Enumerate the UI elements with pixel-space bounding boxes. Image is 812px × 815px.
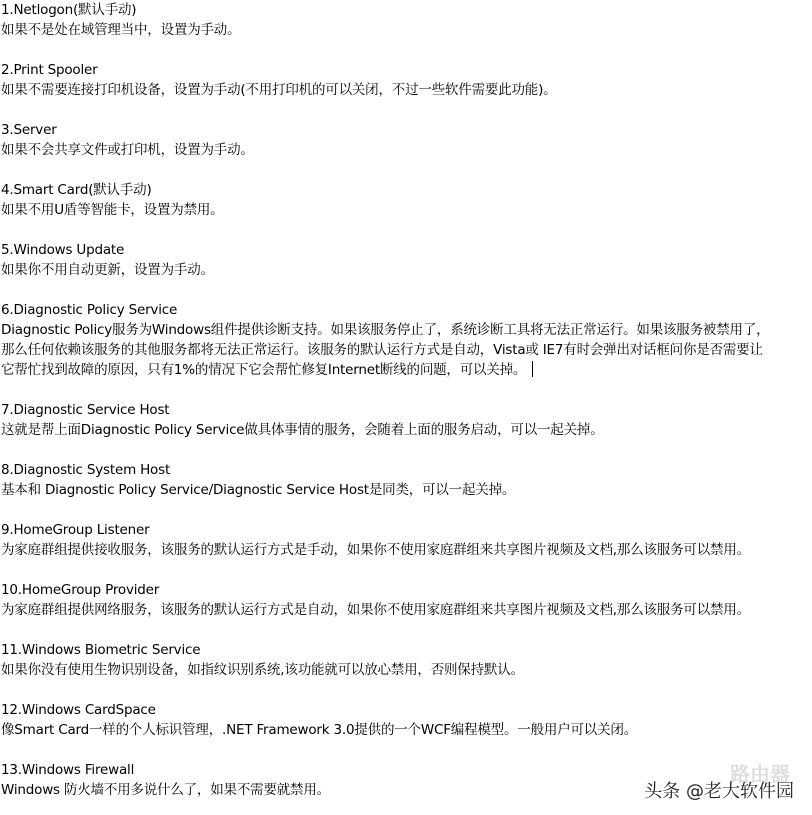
item-description: Windows 防火墙不用多说什么了，如果不需要就禁用。 [1,782,330,798]
item-title: 12.Windows CardSpace [1,702,156,718]
item-title: 11.Windows Biometric Service [1,642,201,658]
item-description-line-1: Diagnostic Policy服务为Windows组件提供诊断支持。如果该服务停止了，系统诊断工具将无法正常运行。如果该服务被禁用了， [1,322,770,338]
item-title: 13.Windows Firewall [1,762,135,778]
item-description: 为家庭群组提供网络服务，该服务的默认运行方式是自动，如果你不使用家庭群组来共享图片视频及文档,那么该服务可以禁用。 [1,602,750,618]
service-item-netlogon [1,0,809,40]
item-description: 如果不是处在域管理当中，设置为手动。 [1,22,241,38]
service-item-diagnostic-system-host [1,460,809,500]
service-item-diagnostic-service-host [1,400,809,440]
item-title: 1.Netlogon(默认手动) [1,2,137,18]
item-title: 2.Print Spooler [1,62,98,78]
item-title: 10.HomeGroup Provider [1,582,160,598]
service-item-windows-update [1,240,809,280]
item-description: 像Smart Card一样的个人标识管理，.NET Framework 3.0提供的一个WCF编程模型。一般用户可以关闭。 [1,722,637,738]
watermark-author: 头条 @老大软件园 [644,781,794,802]
item-description: 为家庭群组提供接收服务，该服务的默认运行方式是手动，如果你不使用家庭群组来共享图片视频及文档,那么该服务可以禁用。 [1,542,750,558]
item-description-line-3: 它帮忙找到故障的原因，只有1%的情况下它会帮忙修复Internet断线的问题，可以关掉。 [1,362,527,378]
service-item-smart-card [1,180,809,220]
service-item-server [1,120,809,160]
faint-watermark: 路由器 [730,762,790,786]
item-description: 如果不用U盾等智能卡，设置为禁用。 [1,202,224,218]
item-title: 6.Diagnostic Policy Service [1,302,178,318]
service-item-diagnostic-policy [1,300,809,380]
service-item-homegroup-provider [1,580,809,620]
item-title: 3.Server [1,122,57,138]
item-description: 如果你不用自动更新，设置为手动。 [1,262,214,278]
item-title: 5.Windows Update [1,242,125,258]
service-item-homegroup-listener [1,520,809,560]
item-description: 如果不需要连接打印机设备，设置为手动(不用打印机的可以关闭，不过一些软件需要此功能)。 [1,82,557,98]
item-description: 如果你没有使用生物识别设备，如指纹识别系统,该功能就可以放心禁用，否则保持默认。 [1,662,524,678]
service-item-windows-biometric [1,640,809,680]
text-cursor [532,361,533,377]
item-description: 这就是帮上面Diagnostic Policy Service做具体事情的服务，会随着上面的服务启动，可以一起关掉。 [1,422,604,438]
service-item-windows-cardspace [1,700,809,740]
item-description-line-2: 那么任何依赖该服务的其他服务都将无法正常运行。该服务的默认运行方式是自动，Vista或 IE7有时会弹出对话框问你是否需要让 [1,342,763,358]
item-title: 9.HomeGroup Listener [1,522,150,538]
item-description: 如果不会共享文件或打印机，设置为手动。 [1,142,254,158]
service-item-print-spooler [1,60,809,100]
item-title: 8.Diagnostic System Host [1,462,171,478]
item-description: 基本和 Diagnostic Policy Service/Diagnostic Service Host是同类，可以一起关掉。 [1,482,516,498]
item-title: 7.Diagnostic Service Host [1,402,170,418]
item-title: 4.Smart Card(默认手动) [1,182,152,198]
